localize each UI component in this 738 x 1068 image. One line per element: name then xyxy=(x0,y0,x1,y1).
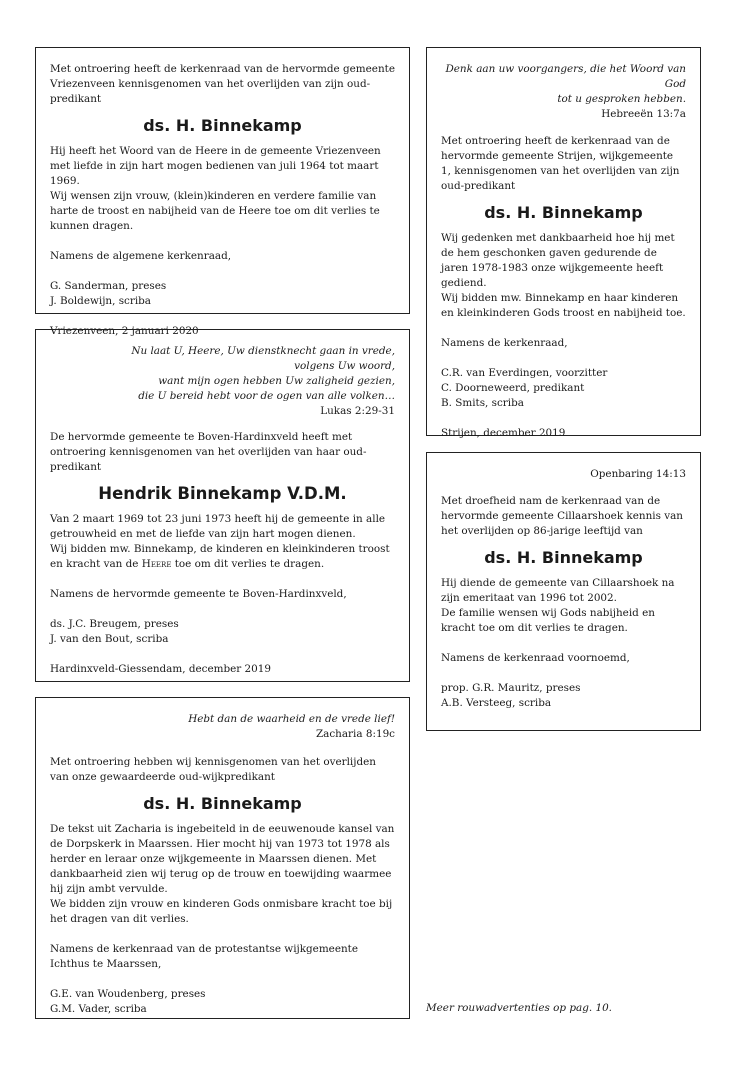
signatory: ds. J.C. Breugem, preses xyxy=(50,618,179,630)
on-behalf-text: Namens de kerkenraad van de protestantse wijkgemeente Ichthus te Maarssen, xyxy=(50,943,359,970)
intro-text: Met droefheid nam de kerkenraad van de hervormde gemeente Cillaarshoek kennis van het overlijden op 86-jarige leeftijd van xyxy=(441,495,683,537)
intro-text: Met ontroering heeft de kerkenraad van de hervormde gemeente Strijen, wijkgemeente 1, kennisgenomen van het overlijden van zijn oud-predikant xyxy=(441,135,680,192)
verse-line: tot u gesproken hebben. xyxy=(557,93,686,105)
verse-line: die U bereid hebt voor de ogen van alle volken… xyxy=(138,390,395,402)
place-date: Hardinxveld-Giessendam, december 2019 xyxy=(50,663,271,675)
obituary-strijen xyxy=(426,47,701,439)
on-behalf-text: Namens de algemene kerkenraad, xyxy=(50,250,232,262)
verse-reference: Zacharia 8:19c xyxy=(315,728,395,740)
verse-reference: Hebreeën 13:7a xyxy=(601,108,686,120)
intro-text: Met ontroering hebben wij kennisgenomen van het overlijden van onze gewaardeerde oud-wijkpredikant xyxy=(50,756,376,783)
verse-line: volgens Uw woord, xyxy=(294,360,395,372)
deceased-name: ds. H. Binnekamp xyxy=(484,203,643,222)
place-date: Vriezenveen, 2 januari 2020 xyxy=(50,325,199,337)
deceased-name: ds. H. Binnekamp xyxy=(484,548,643,567)
body-text: Hij diende de gemeente van Cillaarshoek na zijn emeritaat van 1996 tot 2002. xyxy=(441,577,675,604)
place-date: Strijen, december 2019 xyxy=(441,427,566,439)
intro-text: De hervormde gemeente te Boven-Hardinxveld heeft met ontroering kennisgenomen van het overlijden van haar oud-predikant xyxy=(50,431,367,473)
verse-line: Denk aan uw voorgangers, die het Woord van God xyxy=(445,63,686,90)
deceased-name: ds. H. Binnekamp xyxy=(143,116,302,135)
signatory: J. Boldewijn, scriba xyxy=(50,295,152,307)
more-obituaries-note: Meer rouwadvertenties op pag. 10. xyxy=(426,1002,612,1014)
body-text: Wij gedenken met dankbaarheid hoe hij met de hem geschonken gaven gedurende de jaren 1978-1983 onze wijkgemeente heeft gediend. xyxy=(441,232,675,289)
intro-text: Met ontroering heeft de kerkenraad van de hervormde gemeente Vriezenveen kennisgenomen van het overlijden van zijn oud-predikant xyxy=(50,63,395,105)
body-text: Wij bidden mw. Binnekamp en haar kinderen en kleinkinderen Gods troost en nabijheid toe. xyxy=(441,292,686,319)
signatory: C.R. van Everdingen, voorzitter xyxy=(441,367,608,379)
body-text: De tekst uit Zacharia is ingebeiteld in de eeuwenoude kansel van de Dorpskerk in Maarssen. Hier mocht hij van 1973 tot 1978 als herder en leraar onze wijkgemeente in Maarssen dienen. Met dankbaarheid zien wij terug op de trouw en toewijding waarmee hij zijn ambt vervulde. xyxy=(50,823,395,895)
verse-reference: Lukas 2:29-31 xyxy=(320,405,395,417)
verse-reference: Openbaring 14:13 xyxy=(590,468,686,480)
body-text-part: toe om dit verlies te dragen. xyxy=(171,558,325,570)
verse-line: Nu laat U, Heere, Uw dienstknecht gaan in vrede, xyxy=(131,345,395,357)
on-behalf-text: Namens de kerkenraad voornoemd, xyxy=(441,652,630,664)
signatory: C. Doorneweerd, predikant xyxy=(441,382,585,394)
signatory: G.M. Vader, scriba xyxy=(50,1003,147,1015)
obituary-vriezenveen xyxy=(35,47,410,337)
body-text: We bidden zijn vrouw en kinderen Gods onmisbare kracht toe bij het dragen van dit verlies. xyxy=(50,898,393,925)
body-text: De familie wensen wij Gods nabijheid en kracht toe om dit verlies te dragen. xyxy=(441,607,655,634)
verse-line: Hebt dan de waarheid en de vrede lief! xyxy=(188,713,395,725)
deceased-name: Hendrik Binnekamp V.D.M. xyxy=(98,484,347,503)
signatory: G. Sanderman, preses xyxy=(50,280,167,292)
signatory: G.E. van Woudenberg, preses xyxy=(50,988,206,1000)
signatory: A.B. Versteeg, scriba xyxy=(441,697,552,709)
body-text: Van 2 maart 1969 tot 23 juni 1973 heeft hij de gemeente in alle getrouwheid en met de liefde van zijn hart mogen dienen. xyxy=(50,513,386,540)
body-text: Hij heeft het Woord van de Heere in de gemeente Vriezenveen met liefde in zijn hart mogen bedienen van juli 1964 tot maart 1969. xyxy=(50,145,381,187)
obituary-maarssen xyxy=(35,697,410,1019)
obituary-cillaarshoek xyxy=(426,452,701,731)
body-text: Wij wensen zijn vrouw, (klein)kinderen en verdere familie van harte de troost en nabijheid van de Heere toe om dit verlies te kunnen dragen. xyxy=(50,190,380,232)
signatory: J. van den Bout, scriba xyxy=(50,633,169,645)
signatory: prop. G.R. Mauritz, preses xyxy=(441,682,581,694)
body-text xyxy=(50,542,395,572)
on-behalf-text: Namens de kerkenraad, xyxy=(441,337,568,349)
body-text-part: Wij bidden mw. Binnekamp, de kinderen en kleinkinderen troost en kracht van de xyxy=(50,543,390,570)
deceased-name: ds. H. Binnekamp xyxy=(143,794,302,813)
heere-smallcaps: Heere xyxy=(141,558,172,570)
signatory: B. Smits, scriba xyxy=(441,397,524,409)
on-behalf-text: Namens de hervormde gemeente te Boven-Hardinxveld, xyxy=(50,588,347,600)
obituary-boven-hardinxveld xyxy=(35,329,410,682)
verse-line: want mijn ogen hebben Uw zaligheid gezien, xyxy=(158,375,395,387)
